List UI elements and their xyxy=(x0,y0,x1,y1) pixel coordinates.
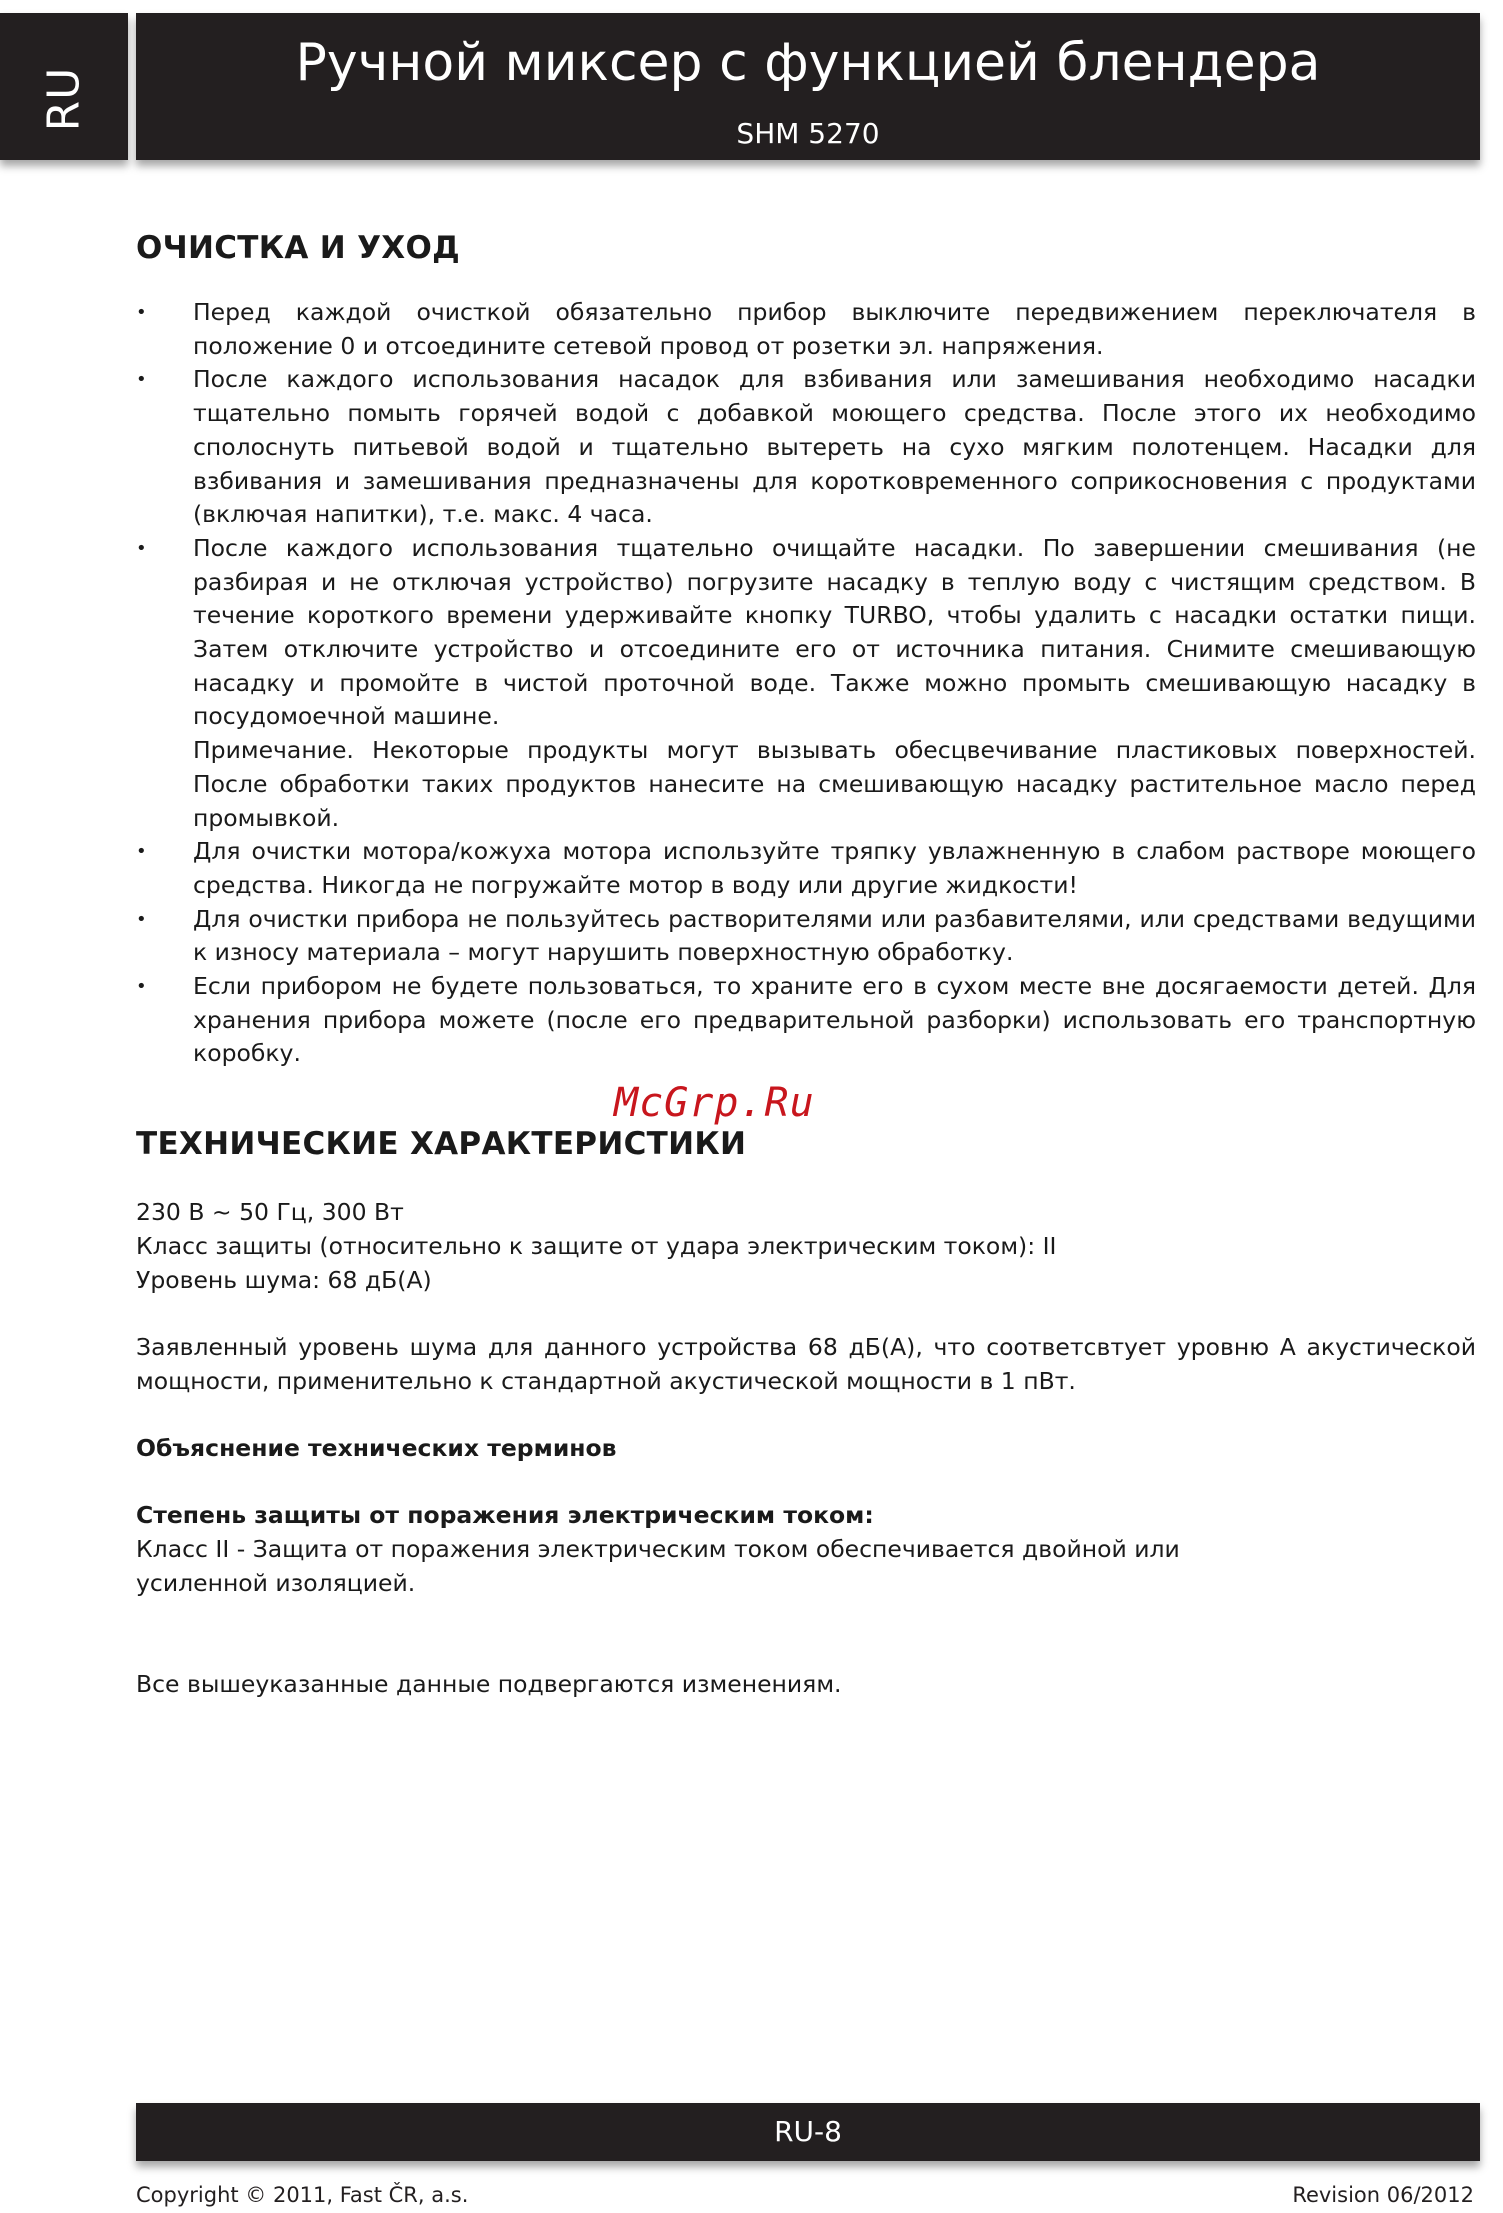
watermark-text: McGrp.Ru xyxy=(614,1080,815,1126)
title-bar xyxy=(136,13,1480,160)
cleaning-list xyxy=(136,296,1476,1071)
spec-protection-class: Класс защиты (относительно к защите от удара электрическим током): II xyxy=(136,1231,1057,1260)
page-content xyxy=(136,230,1476,1702)
list-item xyxy=(136,532,1476,835)
shock-heading: Степень защиты от поражения электрическим током: xyxy=(136,1501,874,1530)
spec-noise: Уровень шума: 68 дБ(А) xyxy=(136,1265,432,1294)
disclaimer: Все вышеуказанные данные подвергаются изменениям. xyxy=(136,1669,842,1698)
revision: Revision 06/2012 xyxy=(1292,2183,1474,2207)
specs-section xyxy=(136,1126,1476,1701)
copyright: Copyright © 2011, Fast ČR, a.s. xyxy=(136,2183,469,2207)
list-item: • Для очистки мотора/кожуха мотора используйте тряпку увлажненную в слабом растворе моющего средства. Никогда не погружайте мотор в воду или другие жидкости! xyxy=(136,835,1476,902)
list-item: • Если прибором не будете пользоваться, то храните его в сухом месте вне досягаемости детей. Для хранения прибора можете (после его предварительной разборки) использовать его транспортную коробку. xyxy=(136,970,1476,1071)
model-number: SHM 5270 xyxy=(736,117,880,150)
list-item: • Для очистки прибора не пользуйтесь растворителями или разбавителями, или средствами ведущими к износу материала – могут нарушить поверхностную обработку. xyxy=(136,903,1476,970)
shock-text: Класс II - Защита от поражения электрическим током обеспечивается двойной или усиленной изоляцией. xyxy=(136,1535,1180,1597)
page-number: RU-8 xyxy=(774,2115,842,2148)
terms-heading: Объяснение технических терминов xyxy=(136,1434,617,1463)
cleaning-heading: ОЧИСТКА И УХОД xyxy=(136,230,461,266)
cleaning-note: Примечание. Некоторые продукты могут вызывать обесцвечивание пластиковых поверхностей. После обработки таких продуктов нанесите на смешивающую насадку растительное масло перед промывкой. xyxy=(193,736,1476,832)
spec-power: 230 В ~ 50 Гц, 300 Вт xyxy=(136,1198,404,1227)
language-tab xyxy=(0,13,128,160)
list-item-text: После каждого использования тщательно очищайте насадки. По завершении смешивания (не разбирая и не отключая устройство) погрузите насадку в теплую воду с чистящим средством. В течение короткого времени удерживайте кнопку TURBO, чтобы удалить с насадки остатки пищи. Затем отключите устройство и отсоедините его от источника питания. Снимите смешивающую насадку и промойте в чистой проточной воде. Также можно промыть смешивающую насадку в посудомоечной машине. xyxy=(193,533,1476,731)
list-item: • После каждого использования насадок для взбивания или замешивания необходимо насадки тщательно помыть горячей водой с добавкой моющего средства. После этого их необходимо сполоснуть питьевой водой и тщательно вытереть на сухо мягким полотенцем. Насадки для взбивания и замешивания предназначены для коротковременного соприкосновения с продуктами (включая напитки), т.е. макс. 4 часа. xyxy=(136,363,1476,532)
spec-lines xyxy=(136,1196,1476,1297)
page-number-bar xyxy=(136,2103,1480,2161)
document-title: Ручной миксер с функцией блендера xyxy=(295,33,1321,93)
list-item: • Перед каждой очисткой обязательно прибор выключите передвижением переключателя в положение 0 и отсоедините сетевой провод от розетки эл. напряжения. xyxy=(136,296,1476,363)
language-code: RU xyxy=(38,66,90,132)
specs-heading: ТЕХНИЧЕСКИЕ ХАРАКТЕРИСТИКИ xyxy=(136,1126,747,1163)
noise-declaration: Заявленный уровень шума для данного устройства 68 дБ(А), что соответсвтует уровню А акустической мощности, применительно к стандартной акустической мощности в 1 пВт. xyxy=(136,1332,1476,1395)
